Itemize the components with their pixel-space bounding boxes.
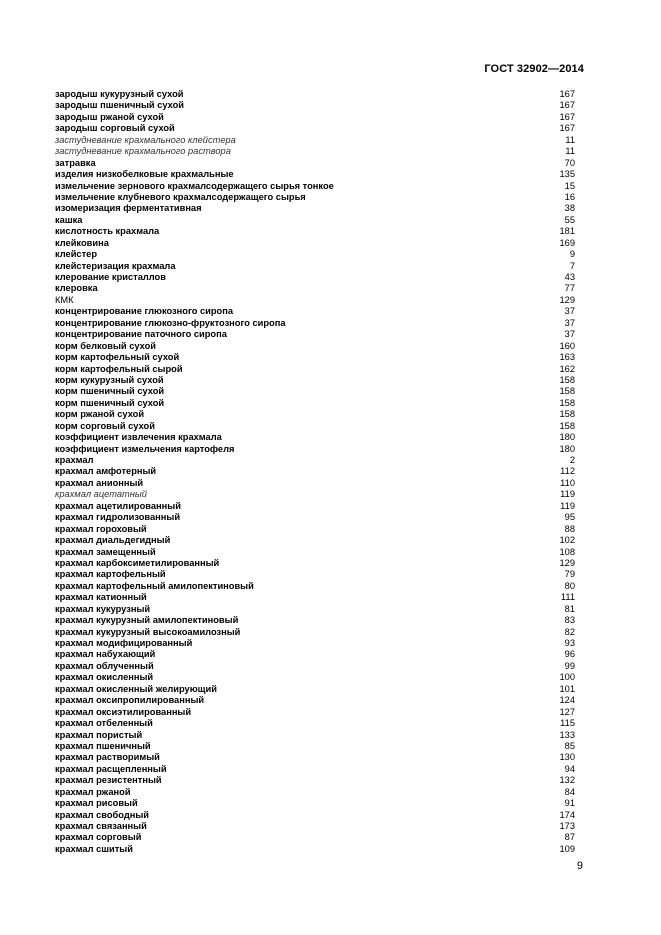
index-entry: [55, 798, 575, 809]
index-page-ref: 163: [559, 352, 575, 363]
index-entry: [55, 181, 575, 192]
index-term: изомеризация ферментативная: [55, 203, 202, 214]
index-page-ref: 111: [560, 592, 575, 603]
index-term: крахмал окисленный желирующий: [55, 683, 217, 694]
index-entry: [55, 158, 575, 169]
index-page-ref: 88: [564, 523, 575, 534]
index-term: застудневание крахмального клейстера: [55, 134, 236, 145]
index-page-ref: 160: [559, 340, 575, 351]
index-term: крахмал свободный: [55, 809, 149, 820]
index-term: крахмал гидролизованный: [55, 512, 181, 523]
index-page-ref: 55: [564, 214, 575, 225]
index-page-ref: 110: [560, 477, 575, 488]
index-entry: [55, 444, 575, 455]
index-page-ref: 95: [564, 512, 575, 523]
index-entry: [55, 100, 575, 111]
index-entry: [55, 707, 575, 718]
index-page-ref: 127: [559, 706, 575, 717]
index-entry: [55, 203, 575, 214]
index-page-ref: 174: [559, 809, 575, 820]
index-term: корм пшеничный сухой: [55, 397, 165, 408]
page-number: 9: [576, 860, 583, 872]
index-term: крахмал сшитый: [55, 843, 133, 854]
index-page-ref: 93: [564, 638, 575, 648]
index-term: крахмал пшеничный: [55, 740, 151, 751]
index-term: измельчение клубневого крахмалсодержащего сырья: [55, 191, 306, 202]
index-page-ref: 158: [559, 420, 575, 431]
index-page-ref: 80: [564, 580, 575, 591]
index-entry: [55, 695, 575, 706]
index-term: концентрирование глюкозного сиропа: [55, 306, 234, 317]
document-header: ГОСТ 32902—2014: [484, 63, 584, 75]
index-term: крахмал карбоксиметилированный: [55, 557, 220, 568]
index-entry: [55, 752, 575, 763]
index-term: крахмал набухающий: [55, 649, 156, 660]
index-page-ref: 169: [559, 237, 575, 248]
index-entry: [55, 226, 575, 237]
index-entry: [55, 558, 575, 569]
index-page-ref: 132: [559, 775, 575, 786]
index-entry: [55, 604, 575, 615]
index-page-ref: 38: [564, 203, 575, 214]
index-page-ref: 112: [560, 466, 575, 477]
index-entry: [55, 638, 575, 649]
index-term: крахмал оксиэтилированный: [55, 706, 192, 717]
index-term: измельчение зернового крахмалсодержащего сырья тонкое: [55, 180, 334, 191]
index-term: затравка: [55, 157, 96, 168]
index-term: крахмал замещенный: [55, 546, 156, 557]
index-entry: [55, 649, 575, 660]
index-term: крахмал ацетатный: [55, 489, 147, 500]
index-entry: [55, 215, 575, 226]
index-entry: [55, 844, 575, 855]
index-page-ref: 2: [569, 455, 575, 465]
index-page-ref: 70: [564, 157, 575, 168]
index-entry: [55, 295, 575, 306]
index-page-ref: 167: [559, 89, 575, 99]
index-term: крахмал отбеленный: [55, 718, 153, 729]
index-term: клейковина: [55, 237, 109, 248]
index-page-ref: 115: [560, 718, 575, 729]
index-entry: [55, 146, 575, 157]
index-entry: [55, 364, 575, 375]
index-page-ref: 37: [564, 306, 575, 317]
index-page-ref: 100: [559, 672, 575, 683]
index-term: концентрирование глюкозно-фруктозного сиропа: [55, 317, 286, 328]
index-page-ref: 129: [559, 294, 575, 305]
index-entry: [55, 238, 575, 249]
index-page-ref: 91: [564, 798, 575, 809]
index-term: крахмал диальдегидный: [55, 535, 171, 546]
index-term: крахмал гороховый: [55, 523, 147, 534]
index-term: крахмал картофельный амилопектиновый: [55, 580, 254, 591]
index-entry: [55, 341, 575, 352]
index-page-ref: 43: [564, 272, 575, 282]
index-page-ref: 16: [564, 191, 575, 202]
index-term: крахмал связанный: [55, 821, 147, 831]
index-entry: [55, 501, 575, 512]
index-page-ref: 87: [564, 832, 575, 843]
index-entry: [55, 718, 575, 729]
index-entry: [55, 775, 575, 786]
index-page-ref: 96: [564, 649, 575, 660]
index-entry: [55, 512, 575, 523]
index-entry: [55, 524, 575, 535]
index-page-ref: 167: [559, 123, 575, 134]
index-entry: [55, 455, 575, 466]
index-entry: [55, 409, 575, 420]
index-page-ref: 158: [559, 397, 575, 408]
index-entry: [55, 123, 575, 134]
index-entry: [55, 283, 575, 294]
index-term: крахмал рисовый: [55, 798, 138, 809]
index-term: крахмал резистентный: [55, 775, 162, 786]
index-page-ref: 84: [564, 786, 575, 797]
index-page-ref: 180: [559, 443, 575, 454]
index-list: [55, 89, 575, 855]
index-page-ref: 83: [564, 615, 575, 626]
index-entry: [55, 306, 575, 317]
index-entry: [55, 810, 575, 821]
index-entry: [55, 112, 575, 123]
index-term: зародыш ржаной сухой: [55, 111, 164, 122]
index-term: крахмал сорговый: [55, 832, 142, 843]
index-page-ref: 37: [564, 329, 575, 340]
index-page-ref: 37: [564, 317, 575, 328]
index-term: корм картофельный сырой: [55, 363, 183, 374]
index-entry: [55, 661, 575, 672]
index-entry: [55, 398, 575, 409]
index-page-ref: 99: [564, 660, 575, 671]
index-entry: [55, 627, 575, 638]
index-page-ref: 79: [564, 569, 575, 580]
index-page-ref: 101: [559, 683, 575, 694]
index-term: зародыш кукурузный сухой: [55, 89, 184, 99]
index-term: крахмал амфотерный: [55, 466, 157, 477]
index-page-ref: 167: [559, 111, 575, 122]
index-term: корм ржаной сухой: [55, 409, 145, 420]
index-entry: [55, 352, 575, 363]
index-entry: [55, 489, 575, 500]
index-entry: [55, 386, 575, 397]
index-term: корм кукурузный сухой: [55, 374, 164, 385]
index-page-ref: 158: [559, 409, 575, 420]
index-term: клейстер: [55, 249, 98, 260]
index-page-ref: 94: [564, 763, 575, 774]
index-page-ref: 15: [564, 180, 575, 191]
index-term: крахмал окисленный: [55, 672, 154, 683]
index-entry: [55, 192, 575, 203]
index-entry: [55, 261, 575, 272]
index-entry: [55, 615, 575, 626]
index-term: крахмал катионный: [55, 592, 147, 603]
index-term: крахмал картофельный: [55, 569, 166, 580]
index-entry: [55, 730, 575, 741]
index-term: клерование кристаллов: [55, 272, 166, 282]
index-term: крахмал кукурузный амилопектиновый: [55, 615, 239, 626]
index-term: изделия низкобелковые крахмальные: [55, 169, 234, 180]
index-entry: [55, 272, 575, 283]
index-entry: [55, 135, 575, 146]
index-page-ref: 135: [559, 169, 575, 180]
index-entry: [55, 421, 575, 432]
index-term: крахмал анионный: [55, 477, 144, 488]
index-entry: [55, 581, 575, 592]
index-page-ref: 124: [559, 695, 575, 706]
index-page-ref: 167: [559, 100, 575, 111]
index-entry: [55, 466, 575, 477]
index-page-ref: 85: [564, 740, 575, 751]
index-term: крахмал кукурузный: [55, 603, 151, 614]
index-term: крахмал модифицированный: [55, 638, 193, 648]
index-page-ref: 119: [560, 500, 575, 511]
index-page-ref: 109: [559, 843, 575, 854]
index-entry: [55, 329, 575, 340]
index-entry: [55, 547, 575, 558]
index-entry: [55, 569, 575, 580]
index-term: концентрирование паточного сиропа: [55, 329, 227, 340]
index-page-ref: 108: [559, 546, 575, 557]
index-entry: [55, 432, 575, 443]
index-entry: [55, 764, 575, 775]
index-term: крахмал растворимый: [55, 752, 160, 763]
index-page-ref: 9: [569, 249, 575, 260]
index-term: крахмал оксипропилированный: [55, 695, 205, 706]
index-entry: [55, 478, 575, 489]
index-page-ref: 181: [559, 226, 575, 237]
index-page-ref: 11: [565, 134, 575, 145]
index-term: крахмал: [55, 455, 94, 465]
index-page-ref: 158: [559, 386, 575, 397]
index-entry: [55, 741, 575, 752]
index-entry: [55, 375, 575, 386]
index-term: кашка: [55, 214, 83, 225]
index-entry: [55, 787, 575, 798]
index-page-ref: 77: [564, 283, 575, 294]
index-term: крахмал расщепленный: [55, 763, 167, 774]
index-page-ref: 81: [564, 603, 575, 614]
index-term: корм картофельный сухой: [55, 352, 180, 363]
index-page-ref: 129: [559, 557, 575, 568]
index-entry: [55, 592, 575, 603]
index-term: кислотность крахмала: [55, 226, 160, 237]
index-term: клеровка: [55, 283, 98, 294]
index-entry: [55, 535, 575, 546]
index-entry: [55, 169, 575, 180]
index-entry: [55, 832, 575, 843]
index-page-ref: 130: [559, 752, 575, 763]
index-term: застудневание крахмального раствора: [55, 146, 231, 157]
index-term: корм сорговый сухой: [55, 420, 155, 431]
index-entry: [55, 821, 575, 832]
index-page-ref: 180: [559, 432, 575, 443]
index-entry: [55, 318, 575, 329]
index-term: зародыш сорговый сухой: [55, 123, 175, 134]
index-page-ref: 11: [565, 146, 575, 157]
index-term: зародыш пшеничный сухой: [55, 100, 184, 111]
index-entry: [55, 684, 575, 695]
index-entry: [55, 672, 575, 683]
index-entry: [55, 249, 575, 260]
index-term: крахмал кукурузный высокоамилозный: [55, 626, 241, 637]
index-term: коэффициент извлечения крахмала: [55, 432, 222, 443]
index-term: коэффициент измельчения картофеля: [55, 443, 235, 454]
index-term: КМК: [55, 294, 74, 305]
index-page-ref: 82: [564, 626, 575, 637]
index-page-ref: 133: [559, 729, 575, 740]
index-term: крахмал ржаной: [55, 786, 131, 797]
index-page-ref: 119: [560, 489, 575, 500]
index-term: клейстеризация крахмала: [55, 260, 176, 271]
index-term: крахмал ацетилированный: [55, 500, 181, 511]
index-term: корм пшеничный сухой: [55, 386, 165, 397]
index-page-ref: 162: [559, 363, 575, 374]
index-page-ref: 102: [559, 535, 575, 546]
index-term: крахмал облученный: [55, 660, 154, 671]
index-term: корм белковый сухой: [55, 340, 156, 351]
index-entry: [55, 89, 575, 100]
index-term: крахмал пористый: [55, 729, 143, 740]
index-page-ref: 173: [559, 821, 575, 831]
index-page-ref: 7: [569, 260, 575, 271]
index-page-ref: 158: [559, 374, 575, 385]
